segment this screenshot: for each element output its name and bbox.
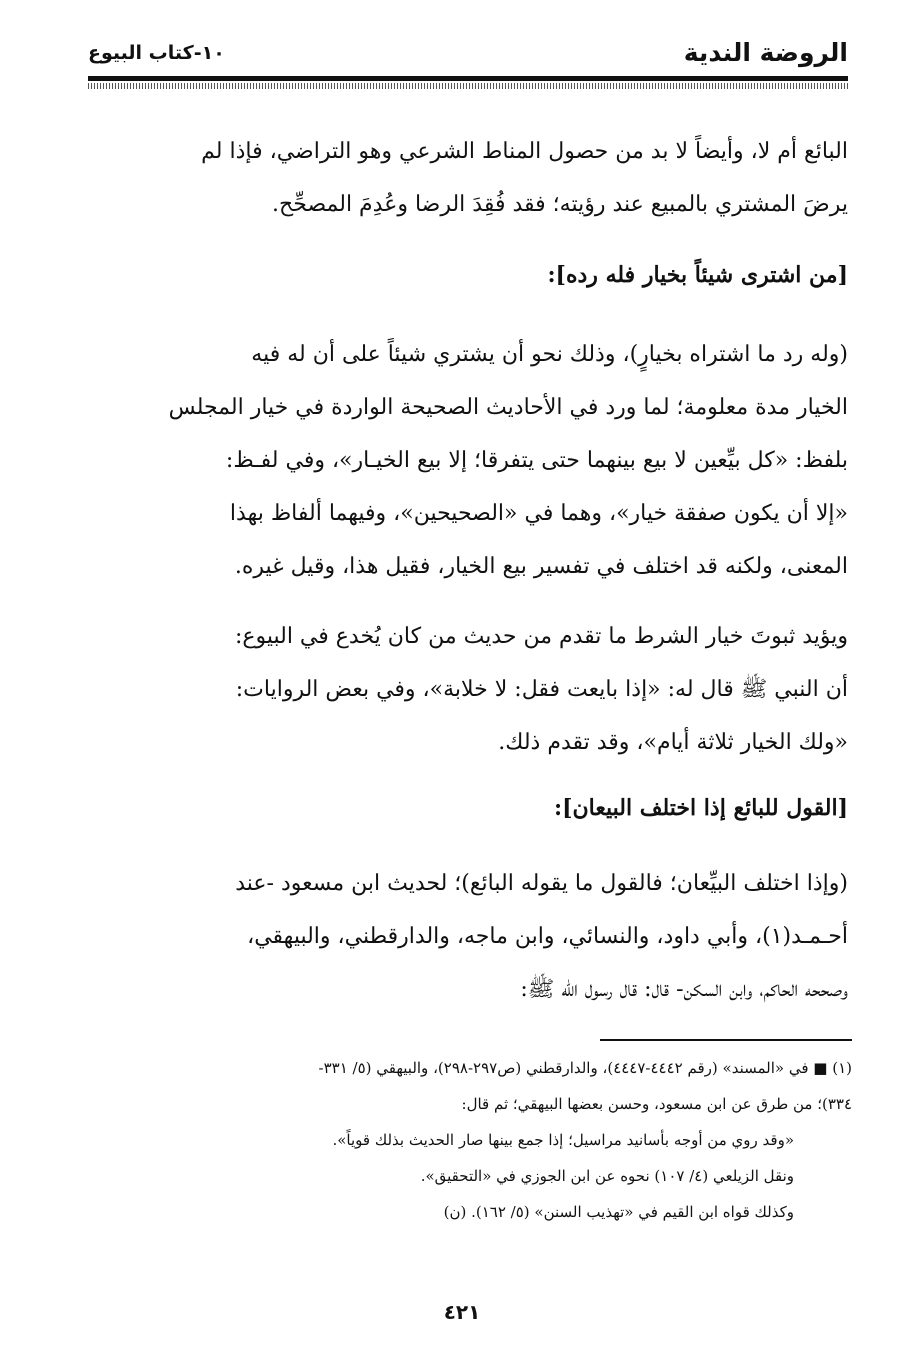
text-line: البائع أم لا، وأيضاً لا بد من حصول المناط الشرعي وهو التراضي، فإذا لم <box>201 139 848 164</box>
footnotes <box>96 1050 852 1230</box>
text-line: (وإذا اختلف البيِّعان؛ فالقول ما يقوله البائع)؛ لحديث ابن مسعود -عند <box>235 871 848 896</box>
header-rule <box>88 76 848 81</box>
section-heading-seller-word: [القول للبائع إذا اختلف البيعان]: <box>553 795 848 821</box>
paragraph-3 <box>90 610 848 769</box>
header-hatch-rule <box>88 83 848 89</box>
footnote-line: وكذلك قواه ابن القيم في «تهذيب السنن» (٥/ ١٦٢). (ن) <box>443 1203 794 1221</box>
text-line: وصححه الحاكم، وابن السكن- قال: قال رسول الله ﷺ: <box>520 977 848 1002</box>
section-heading-option-return: [من اشترى شيئاً بخيار فله رده]: <box>547 262 848 288</box>
paragraph-2 <box>90 328 848 593</box>
text-line: (وله رد ما اشتراه بخيارٍ)، وذلك نحو أن يشتري شيئاً على أن له فيه <box>251 342 848 367</box>
text-line: «إلا أن يكون صفقة خيار»، وهما في «الصحيحين»، وفيهما ألفاظ بهذا <box>229 501 848 526</box>
footnote-line: ٣٣٤)؛ من طرق عن ابن مسعود، وحسن بعضها البيهقي؛ ثم قال: <box>461 1095 852 1113</box>
page-number: ٤٢١ <box>443 1300 481 1324</box>
footnote-line: ونقل الزيلعي (٤/ ١٠٧) نحوه عن ابن الجوزي في «التحقيق». <box>420 1167 794 1185</box>
text-line: بلفظ: «كل بيِّعين لا بيع بينهما حتى يتفرقا؛ إلا بيع الخيـار»، وفي لفـظ: <box>225 448 848 473</box>
text-line: يرضَ المشتري بالمبيع عند رؤيته؛ فقد فُقِدَ الرضا وعُدِمَ المصحِّح. <box>272 192 848 217</box>
paragraph-4 <box>90 857 848 1016</box>
footnote-separator <box>600 1039 852 1041</box>
chapter-title: ١٠-كتاب البيوع <box>88 42 225 64</box>
book-title: الروضة الندية <box>683 38 848 67</box>
text-line: ويؤيد ثبوتَ خيار الشرط ما تقدم من حديث من كان يُخدع في البيوع: <box>234 624 848 649</box>
text-line: الخيار مدة معلومة؛ لما ورد في الأحاديث الصحيحة الواردة في خيار المجلس <box>168 395 848 420</box>
text-line: أن النبي ﷺ قال له: «إذا بايعت فقل: لا خلابة»، وفي بعض الروايات: <box>235 677 848 702</box>
running-header <box>88 34 848 74</box>
text-line: أحـمـد(١)، وأبي داود، والنسائي، وابن ماجه، والدارقطني، والبيهقي، <box>247 924 848 949</box>
text-line: المعنى، ولكنه قد اختلف في تفسير بيع الخيار، فقيل هذا، وقيل غيره. <box>234 554 848 579</box>
footnote-line: «وقد روي من أوجه بأسانيد مراسيل؛ إذا جمع بينها صار الحديث بذلك قوياً». <box>332 1131 794 1149</box>
footnote-line: (١) ■ في «المسند» (رقم ٤٤٤٢-٤٤٤٧)، والدارقطني (ص٢٩٧-٢٩٨)، والبيهقي (٥/ ٣٣١- <box>318 1059 852 1077</box>
paragraph-1 <box>90 125 848 231</box>
text-line: «ولك الخيار ثلاثة أيام»، وقد تقدم ذلك. <box>498 730 848 755</box>
